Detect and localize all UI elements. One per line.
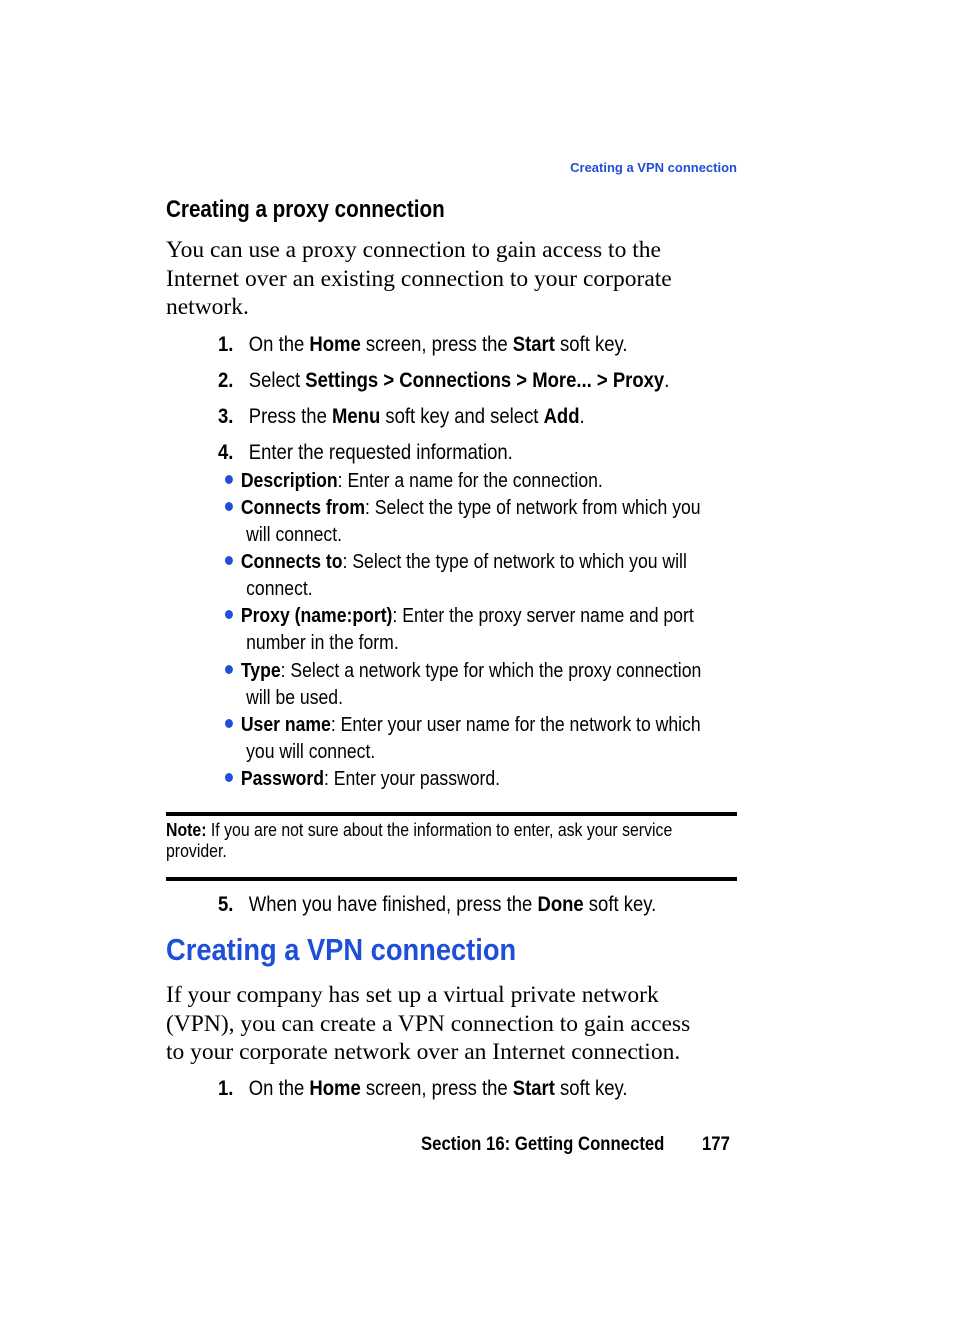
bullet-dot-icon: [225, 665, 233, 674]
step-text: Enter the requested information.: [248, 441, 513, 464]
bullet-dot-icon: [225, 556, 233, 565]
step-key-term: Home: [309, 1077, 361, 1100]
step-number: 1.: [218, 333, 234, 356]
step-key-term: Home: [309, 333, 361, 356]
bullet-user-name: [225, 712, 728, 766]
step-text: When you have finished, press the: [248, 893, 538, 916]
bullet-password: [225, 766, 728, 793]
step-text: On the: [248, 1077, 310, 1100]
step-key-term: Add: [543, 405, 580, 428]
intro-line: Internet over an existing connection to your corporate: [166, 265, 672, 292]
step-text: soft key.: [554, 333, 628, 356]
note: [166, 820, 736, 862]
bullet-dot-icon: [225, 719, 233, 728]
step-text: Press the: [248, 405, 333, 428]
bullet-text-cont: you will connect.: [246, 741, 376, 763]
step-text: .: [664, 369, 670, 392]
vpn-intro: [166, 981, 766, 1067]
intro-line: to your corporate network over an Internet connection.: [166, 1039, 681, 1066]
bullet-text: : Enter a name for the connection.: [337, 470, 603, 492]
step-text: screen, press the: [360, 333, 513, 356]
step-text: soft key.: [554, 1077, 628, 1100]
step-menu-path: Settings > Connections > More... > Proxy: [305, 369, 665, 392]
intro-line: If your company has set up a virtual private network: [166, 982, 659, 1008]
bullet-text: : Enter your user name for the network to which: [330, 714, 701, 736]
bullet-connects-from: [225, 495, 728, 549]
bullet-text-cont: connect.: [246, 578, 313, 600]
bullet-term: Connects from: [240, 497, 366, 519]
bullet-text: : Select the type of network to which you will: [342, 551, 687, 573]
step-number: 3.: [218, 405, 234, 428]
proxy-heading: Creating a proxy connection: [166, 196, 445, 223]
bullet-text-cont: will be used.: [246, 687, 343, 709]
step-text: soft key and select: [380, 405, 544, 428]
bullet-type: [225, 658, 728, 712]
bullet-dot-icon: [225, 502, 233, 511]
vpn-step-1: [218, 1077, 628, 1101]
step-text: On the: [248, 333, 310, 356]
step-text: .: [579, 405, 585, 428]
note-line: provider.: [166, 841, 227, 861]
bullet-term: Password: [240, 768, 324, 790]
step-number: 4.: [218, 441, 234, 464]
note-label: Note:: [166, 820, 207, 840]
bullet-text: : Enter your password.: [323, 768, 501, 790]
bullet-dot-icon: [225, 773, 233, 782]
note-line: [166, 820, 736, 841]
step-number: 2.: [218, 369, 234, 392]
step-4: [218, 441, 513, 465]
intro-line: network.: [166, 294, 249, 321]
step-number: 1.: [218, 1077, 234, 1100]
step-text: screen, press the: [360, 1077, 513, 1100]
bullet-text: : Select the type of network from which you: [365, 497, 701, 519]
step-2: [218, 369, 669, 393]
note-top-rule: [166, 812, 737, 816]
bullet-dot-icon: [225, 610, 233, 619]
step-text: Select: [248, 369, 306, 392]
bullet-term: Connects to: [240, 551, 343, 573]
step-number: 5.: [218, 893, 234, 916]
step-text: soft key.: [583, 893, 657, 916]
step-key-term: Start: [512, 1077, 555, 1100]
bullet-proxy: [225, 603, 728, 657]
bullet-dot-icon: [225, 475, 233, 484]
bullet-text: : Enter the proxy server name and port: [392, 605, 694, 627]
note-bottom-rule: [166, 877, 737, 881]
intro-line: You can use a proxy connection to gain access to the: [166, 237, 661, 263]
step-key-term: Menu: [332, 405, 381, 428]
step-5: [218, 893, 656, 917]
step-key-term: Start: [512, 333, 555, 356]
bullet-connects-to: [225, 549, 728, 603]
bullet-description: [225, 468, 728, 495]
running-header: Creating a VPN connection: [570, 160, 737, 175]
page-number: 177: [702, 1134, 730, 1155]
bullet-term: Proxy (name:port): [240, 605, 393, 627]
bullet-text-cont: will connect.: [246, 524, 342, 546]
proxy-intro: [166, 236, 741, 322]
vpn-heading: Creating a VPN connection: [166, 932, 517, 967]
footer-section-title: Section 16: Getting Connected: [421, 1134, 665, 1155]
bullet-text: : Select a network type for which the proxy connection: [280, 660, 702, 682]
step-key-term: Done: [537, 893, 584, 916]
step-3: [218, 405, 585, 429]
bullet-term: Description: [240, 470, 338, 492]
bullet-term: Type: [240, 660, 281, 682]
bullet-text-cont: number in the form.: [246, 632, 399, 654]
intro-line: (VPN), you can create a VPN connection to gain access: [166, 1010, 691, 1037]
bullet-term: User name: [240, 714, 331, 736]
step-1: [218, 333, 628, 357]
note-text: If you are not sure about the information to enter, ask your service: [206, 820, 673, 840]
